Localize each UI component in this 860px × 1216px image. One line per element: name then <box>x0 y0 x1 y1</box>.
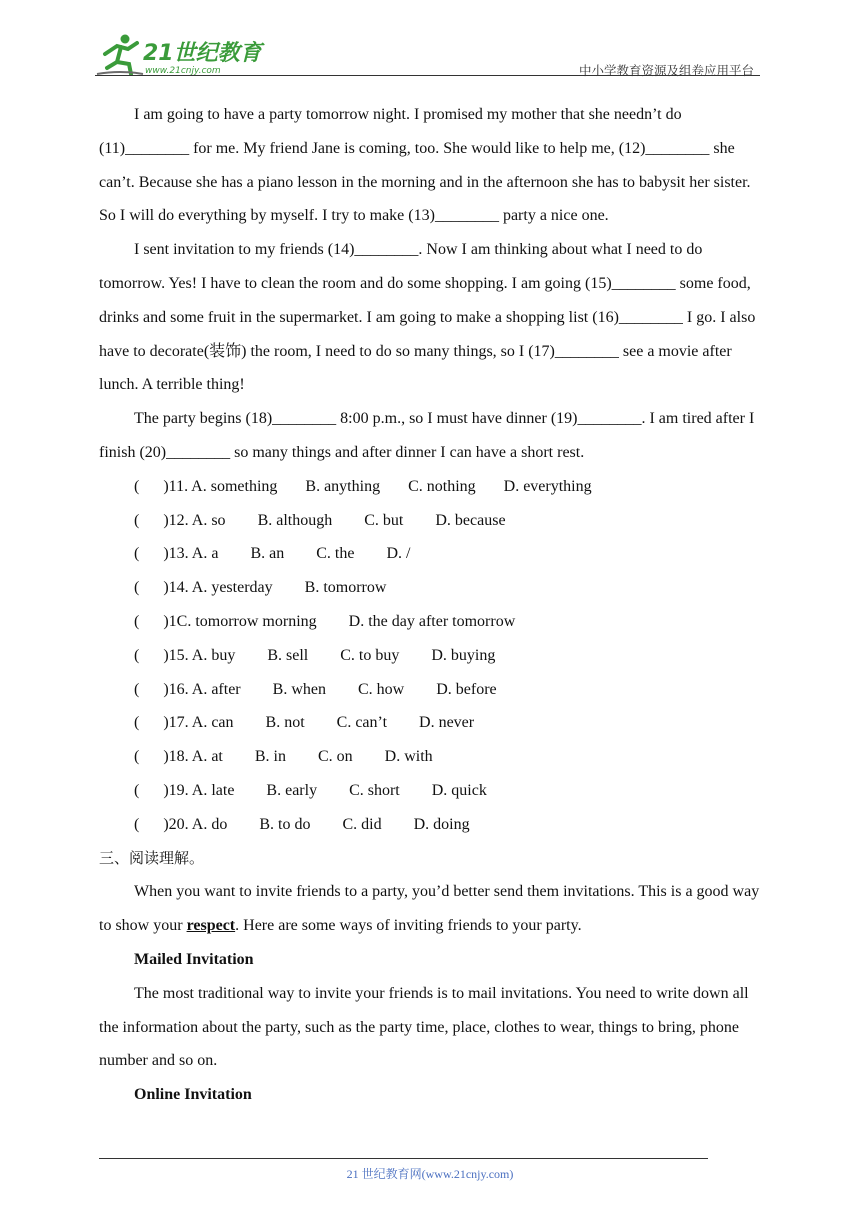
document-body <box>99 98 761 1112</box>
question-17: ( )17. A. can B. not C. can’t D. never <box>134 714 475 732</box>
logo-url: www.21cnjy.com <box>145 66 221 76</box>
heading-online-invitation: Online Invitation <box>134 1086 252 1104</box>
question-20: ( )20. A. do B. to do C. did D. doing <box>134 815 470 833</box>
question-14: ( )14. A. yesterday B. tomorrow <box>134 579 387 597</box>
passage-paragraph-1: I am going to have a party tomorrow night. I promised my mother that she needn’t do (11)________ for me. My friend Jane is coming, too. She would like to help me, (12)________ she can’t. Because she has a piano lesson in the morning and in the afternoon she has to babysit her sister. So I will do everything by myself. I try to make (13)________ party a nice one. <box>99 106 751 225</box>
passage-paragraph-2: I sent invitation to my friends (14)________. Now I am thinking about what I need to do tomorrow. Yes! I have to clean the room and do some shopping. I am going (15)________ some food, drinks and some fruit in the supermarket. I am going to make a shopping list (16)________ I go. I also have to decorate(装饰) the room, I need to do so many things, so I (17)________ see a movie after lunch. A terrible thing! <box>99 241 756 394</box>
logo-text: 21世纪教育 <box>143 41 262 66</box>
question-15: ( )15. A. buy B. sell C. to buy D. buying <box>134 646 496 664</box>
section-title: 三、阅读理解。 <box>99 848 205 867</box>
question-16: ( )16. A. after B. when C. how D. before <box>134 680 497 698</box>
question-13: ( )13. A. a B. an C. the D. / <box>134 545 411 563</box>
question-11: ( )11. A. something B. anything C. nothing D. everything <box>134 477 592 495</box>
page-header <box>95 30 760 78</box>
platform-label: 中小学教育资源及组卷应用平台 <box>578 63 754 78</box>
page-footer[interactable]: 21 世纪教育网(www.21cnjy.com) <box>346 1167 514 1181</box>
heading-mailed-invitation: Mailed Invitation <box>134 950 254 968</box>
question-12: ( )12. A. so B. although C. but D. because <box>134 511 506 529</box>
question-19: ( )19. A. late B. early C. short D. quick <box>134 781 487 799</box>
reading-paragraph-1: When you want to invite friends to a party, you’d better send them invitations. This is a good way to show your respect. Here are some ways of inviting friends to your party. <box>99 883 760 935</box>
site-logo <box>95 30 295 78</box>
passage-paragraph-3: The party begins (18)________ 8:00 p.m., so I must have dinner (19)________. I am tired after I finish (20)________ so many things and after dinner I can have a short rest. <box>99 410 755 461</box>
question-18: ( )18. A. at B. in C. on D. with <box>134 748 433 766</box>
question-14-cont: ( )1C. tomorrow morning D. the day after tomorrow <box>134 612 516 630</box>
respect-keyword: respect <box>186 917 236 935</box>
reading-paragraph-2: The most traditional way to invite your friends is to mail invitations. You need to write down all the information about the party, such as the party time, place, clothes to wear, things to bring, phone number and so on. <box>99 984 749 1070</box>
header-divider <box>95 75 760 76</box>
footer-divider <box>99 1158 708 1159</box>
